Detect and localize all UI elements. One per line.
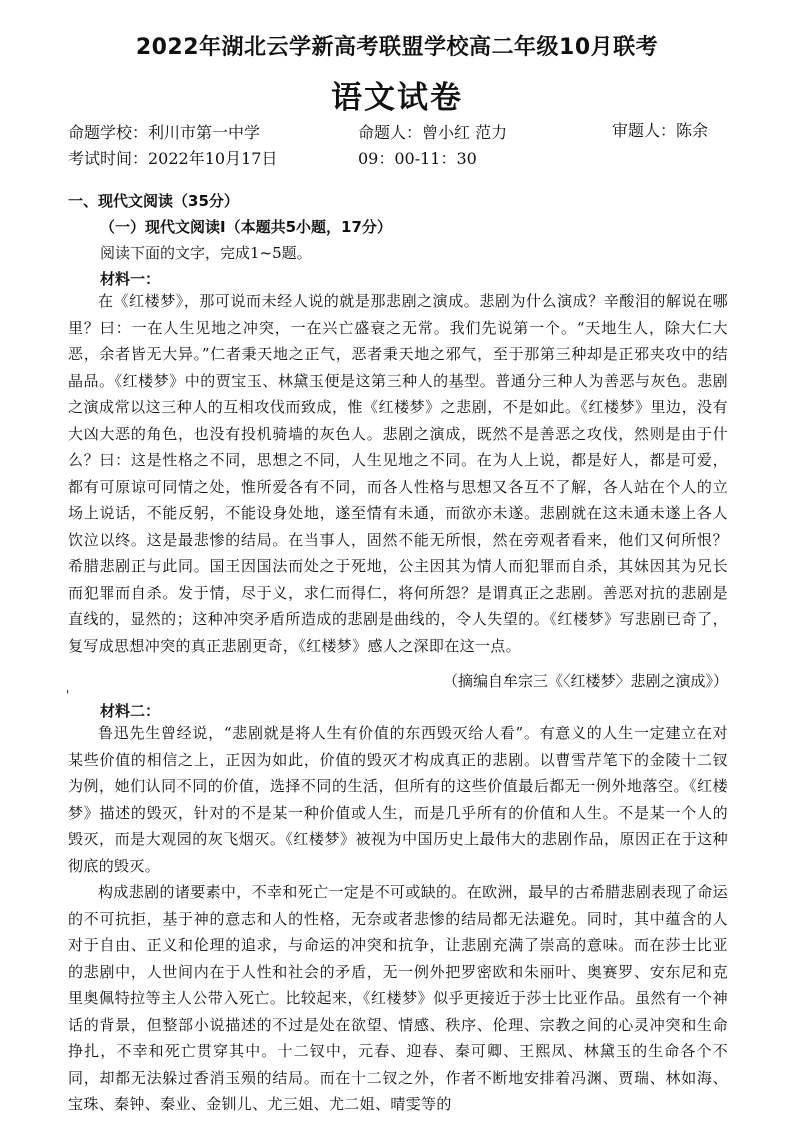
material-two-paragraph: 构成悲剧的诸要素中，不幸和死亡一定是不可或缺的。在欧洲，最早的古希腊悲剧表现了命运的不可抗拒，基于神的意志和人的性格，无奈或者悲惨的结局都无法避免。同时，其中蕴含的人对于自由、正义和伦理的追求，与命运的冲突和抗争，让悲剧充满了崇高的意味。而在莎士比亚的悲剧中，人世间内在于人性和社会的矛盾，无一例外把罗密欧和朱丽叶、奥赛罗、安东尼和克里奥佩特拉等主人公带入死亡。比较起来，《红楼梦》似乎更接近于莎士比亚作品。虽然有一个神话的背景，但整部小说描述的不过是处在欲望、情感、秩序、伦理、宗教之间的心灵冲突和生命挣扎，不幸和死亡贯穿其中。十二钗中，元春、迎春、秦可卿、王熙凤、林黛玉的生命各个不同，却都无法躲过香消玉殒的结局。而在十二钗之外，作者不断地安排着冯渊、贾瑞、林如海、宝珠、秦钟、秦业、金钏儿、尤三姐、尤二姐、晴雯等的	[68, 883, 728, 1113]
setter-school: 命题学校：利川市第一中学	[68, 123, 261, 142]
material-two-label: 材料二：	[100, 702, 161, 720]
material-one-label: 材料一：	[100, 270, 161, 288]
section-heading: 一、现代文阅读（35分）	[68, 192, 239, 210]
exam-subject: 语文试卷	[331, 80, 463, 116]
reading-instruction: 阅读下面的文字，完成1~5题。	[100, 244, 312, 262]
exam-time-range: 09：00-11：30	[358, 149, 477, 168]
material-one-text	[68, 288, 728, 659]
material-one-source: （摘编自牟宗三《〈红楼梦〉悲剧之演成》）	[442, 672, 728, 690]
question-setters: 命题人：曾小红 范力	[358, 123, 508, 142]
material-one-paragraph: 在《红楼梦》，那可说而未经人说的就是那悲剧之演成。悲剧为什么演成？辛酸泪的解说在哪里？曰：一在人生见地之冲突，一在兴亡盛衰之无常。我们先说第一个。“天地生人，除大仁大恶，余者皆无大异。”仁者秉天地之正气，恶者秉天地之邪气，至于那第三种却是正邪夹攻中的结晶品。《红楼梦》中的贾宝玉、林黛玉便是这第三种人的基型。普通分三种人为善恶与灰色。悲剧之演成常以这三种人的互相攻伐而致成，惟《红楼梦》之悲剧，不是如此。《红楼梦》里边，没有大凶大恶的角色，也没有投机骑墙的灰色人。悲剧之演成，既然不是善恶之攻伐，然则是由于什么？曰：这是性格之不同，思想之不同，人生见地之不同。在为人上说，都是好人，都是可爱，都有可原谅可同情之处，惟所爱各有不同，而各人性格与思想又各互不了解，各人站在个人的立场上说话，不能反躬，不能设身处地，遂至情有未通，而欲亦未遂。悲剧就在这未通未遂上各人饮泣以终。这是最悲惨的结局。在当事人，固然不能无所恨，然在旁观者看来，他们又何所恨？希腊悲剧正与此同。国王因国法而处之于死地，公主因其为情人而犯罪而自杀，其妹因其为兄长而犯罪而自杀。发于情，尽于义，求仁而得仁，将何所怨？是谓真正之悲剧。善恶对抗的悲剧是直线的，显然的；这种冲突矛盾所造成的悲剧是曲线的，令人失望的。《红楼梦》写悲剧已奇了，复写成思想冲突的真正悲剧更奇，《红楼梦》感人之深即在这一点。	[68, 292, 728, 655]
material-two-paragraph: 鲁迅先生曾经说，“悲剧就是将人生有价值的东西毁灭给人看”。有意义的人生一定建立在对某些价值的相信之上，正因为如此，价值的毁灭才构成真正的悲剧。以曹雪芹笔下的金陵十二钗为例，她们认同不同的价值，选择不同的生活，但所有的这些价值最后都无一例外地落空。《红楼梦》描述的毁灭，针对的不是某一种价值或人生，而是几乎所有的价值和人生。不是某一个人的毁灭，而是大观园的灰飞烟灭。《红楼梦》被视为中国历史上最伟大的悲剧作品，原因正在于这种彻底的毁灭。	[68, 724, 728, 875]
reviewer: 审题人：陈余	[612, 121, 709, 140]
material-two-text	[68, 720, 728, 1118]
exam-title: 2022年湖北云学新高考联盟学校高二年级10月联考	[135, 35, 659, 60]
exam-date: 考试时间：2022年10月17日	[68, 149, 278, 168]
sub-section-heading: （一）现代文阅读Ⅰ（本题共5小题，17分）	[100, 218, 392, 236]
stray-mark: '	[66, 688, 70, 702]
